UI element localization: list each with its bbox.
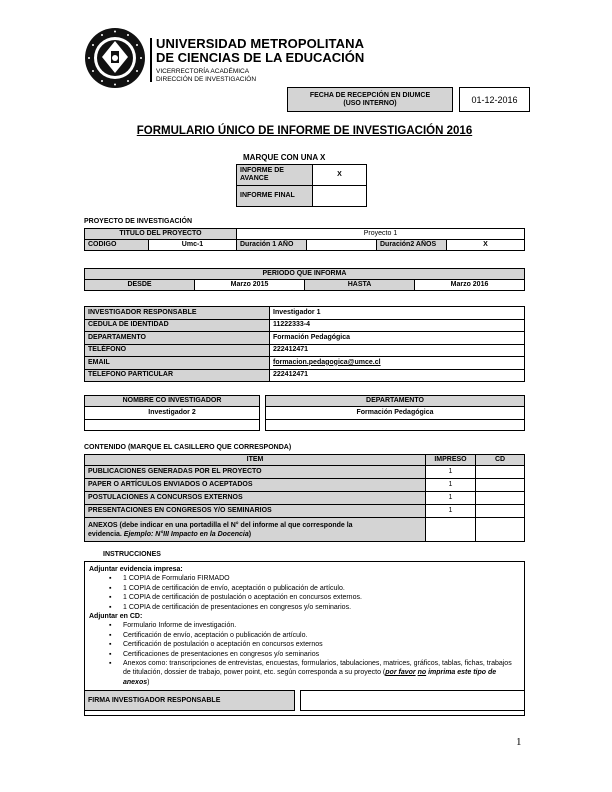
cd-header: CD [476, 455, 525, 466]
table-row [85, 466, 525, 479]
list-item: ▪ Certificaciones de presentaciones en congresos y/o seminarios [123, 650, 520, 659]
duracion1-label: Duración 1 AÑO [237, 240, 307, 251]
email-value[interactable]: formacion.pedagogica@umce.cl [270, 357, 525, 370]
list-item: ▪ Formulario Informe de investigación. [123, 621, 520, 630]
cd-cell[interactable] [476, 505, 525, 518]
table-row [85, 407, 525, 420]
project-section-label: PROYECTO DE INVESTIGACIÓN [84, 218, 192, 225]
list-item: ▪ Certificación de postulación o aceptación en concursos externos [123, 640, 520, 649]
co-name-header: NOMBRE CO INVESTIGADOR [85, 396, 260, 407]
final-label: INFORME FINAL [237, 186, 313, 207]
anexos-instr-line1: Anexos como: transcripciones de entrevistas, encuestas, formularios, tabulaciones, matrices, gráficos, tablas, [123, 660, 463, 668]
firma-label: FIRMA INVESTIGADOR RESPONSABLE [85, 691, 295, 711]
anexos-line1: ANEXOS (debe indicar en una portadilla el N° del informe al que corresponde la [88, 521, 353, 529]
impreso-cell[interactable]: 1 [426, 466, 476, 479]
anexos-item [85, 518, 426, 542]
anexos-instr-end: ) [147, 678, 150, 686]
telefono-label: TELÉFONO [85, 344, 270, 357]
table-row [85, 357, 525, 370]
list-item: ▪ 1 COPIA de certificación de presentaciones en congresos y/o seminarios. [123, 603, 520, 612]
reception-box [287, 87, 530, 112]
report-type-table [236, 164, 367, 207]
codigo-value[interactable]: Umc-1 [149, 240, 237, 251]
table-row [85, 505, 525, 518]
firma-field[interactable] [301, 691, 525, 711]
table-row [85, 344, 525, 357]
duracion1-value[interactable] [307, 240, 377, 251]
avance-label [237, 165, 313, 186]
reception-label [288, 88, 453, 112]
anexos-example: Ejemplo: N°III Impacto en la Docencia [123, 530, 249, 538]
por-favor: por favor [385, 669, 416, 677]
list-item [123, 659, 520, 687]
vice-rectory: VICERRECTORÍA ACADÉMICA [156, 68, 250, 75]
co-dept-value[interactable] [266, 420, 525, 431]
period-table [84, 268, 525, 291]
header-divider [150, 38, 152, 82]
codigo-label: CODIGO [85, 240, 149, 251]
telefono-particular-value[interactable]: 222412471 [270, 369, 525, 382]
hasta-value[interactable]: Marzo 2016 [415, 280, 525, 291]
impreso-cell[interactable]: 1 [426, 479, 476, 492]
cedula-value[interactable]: 11222333-4 [270, 319, 525, 332]
titulo-label: TITULO DEL PROYECTO [85, 229, 237, 240]
table-row [85, 420, 525, 431]
content-item: PRESENTACIONES EN CONGRESOS Y/O SEMINARIOS [85, 505, 426, 518]
impreso-cell[interactable] [426, 518, 476, 542]
co-investigator-table [84, 395, 525, 431]
impreso-cell[interactable]: 1 [426, 505, 476, 518]
anexos-instr-line3: imprima este tipo de anexos [123, 669, 497, 686]
titulo-value[interactable]: Proyecto 1 [237, 229, 525, 240]
reception-date[interactable]: 01-12-2016 [460, 88, 530, 112]
departamento-label: DEPARTAMENTO [85, 332, 270, 345]
list-item: ▪ 1 COPIA de Formulario FIRMADO [123, 574, 520, 583]
hasta-label: HASTA [305, 280, 415, 291]
project-table [84, 228, 525, 251]
cedula-label: CEDULA DE IDENTIDAD [85, 319, 270, 332]
impresa-heading: Adjuntar evidencia impresa: [89, 566, 183, 573]
research-direction: DIRECCIÓN DE INVESTIGACIÓN [156, 76, 257, 83]
cd-cell[interactable] [476, 466, 525, 479]
cd-cell[interactable] [476, 479, 525, 492]
no-word: no [417, 669, 427, 677]
cd-heading: Adjuntar en CD: [89, 613, 143, 621]
list-item: ▪ Certificación de envío, aceptación o publicación de artículo. [123, 631, 520, 640]
university-name-line1: UNIVERSIDAD METROPOLITANA [156, 36, 365, 51]
investigator-value[interactable]: Investigador 1 [270, 307, 525, 320]
instructions-heading: INSTRUCCIONES [103, 551, 161, 558]
university-name-line2: DE CIENCIAS DE LA EDUCACIÓN [156, 50, 365, 65]
cd-cell[interactable] [476, 492, 525, 505]
avance-label-line1: INFORME DE [240, 167, 284, 174]
cd-cell[interactable] [476, 518, 525, 542]
telefono-value[interactable]: 222412471 [270, 344, 525, 357]
anexos-line2c: ) [248, 530, 252, 538]
table-row [85, 492, 525, 505]
final-checkbox[interactable] [313, 186, 367, 207]
reception-label-line2: (USO INTERNO) [343, 99, 397, 107]
table-row [85, 479, 525, 492]
content-item: PUBLICACIONES GENERADAS POR EL PROYECTO [85, 466, 426, 479]
email-label: EMAIL [85, 357, 270, 370]
item-header: ITEM [85, 455, 426, 466]
reception-label-line1: FECHA DE RECEPCIÓN EN DIUMCE [309, 91, 431, 99]
table-row [85, 518, 525, 542]
anexos-instr-line2: fichas, trabajos de titulación, dossier de trabajo, power point, etc. según corresponda a su proyecto ( [123, 660, 512, 677]
avance-label-line2: AVANCE [240, 175, 269, 182]
duracion2-label: Duración2 AÑOS [377, 240, 447, 251]
desde-label: DESDE [85, 280, 195, 291]
signature-table [84, 690, 525, 711]
co-dept-value[interactable]: Formación Pedagógica [266, 407, 525, 420]
page-number: 1 [516, 736, 522, 748]
anexos-line2a: evidencia. [88, 530, 124, 538]
university-seal-icon [84, 27, 146, 89]
co-name-value[interactable]: Investigador 2 [85, 407, 260, 420]
impreso-header: IMPRESO [426, 455, 476, 466]
impresa-list [89, 574, 520, 612]
list-item: ▪ 1 COPIA de certificación de postulación o aceptación en concursos externos. [123, 593, 520, 602]
desde-value[interactable]: Marzo 2015 [195, 280, 305, 291]
impreso-cell[interactable]: 1 [426, 492, 476, 505]
co-name-value[interactable] [85, 420, 260, 431]
content-item: PAPER O ARTÍCULOS ENVIADOS O ACEPTADOS [85, 479, 426, 492]
co-dept-header: DEPARTAMENTO [266, 396, 525, 407]
anexos-line2 [88, 530, 422, 539]
investigator-label: INVESTIGADOR RESPONSABLE [85, 307, 270, 320]
form-title: FORMULARIO ÚNICO DE INFORME DE INVESTIGACIÓN 2016 [136, 125, 473, 137]
table-row [85, 332, 525, 345]
departamento-value[interactable]: Formación Pedagógica [270, 332, 525, 345]
list-item: ▪ 1 COPIA de certificación de envío, aceptación o publicación de artículo. [123, 584, 520, 593]
content-table [84, 454, 525, 542]
mark-heading: MARQUE CON UNA X [243, 153, 326, 162]
telefono-particular-label: TELEFONO PARTICULAR [85, 369, 270, 382]
content-section-label: CONTENIDO (MARQUE EL CASILLERO QUE CORRESPONDA) [84, 444, 292, 451]
cd-list [89, 621, 520, 687]
investigator-table [84, 306, 525, 382]
table-row [85, 307, 525, 320]
period-heading: PERIODO QUE INFORMA [85, 269, 525, 280]
duracion2-value[interactable]: X [447, 240, 525, 251]
avance-checkbox[interactable]: X [313, 165, 367, 186]
table-row [85, 369, 525, 382]
content-item: POSTULACIONES A CONCURSOS EXTERNOS [85, 492, 426, 505]
table-row [85, 319, 525, 332]
